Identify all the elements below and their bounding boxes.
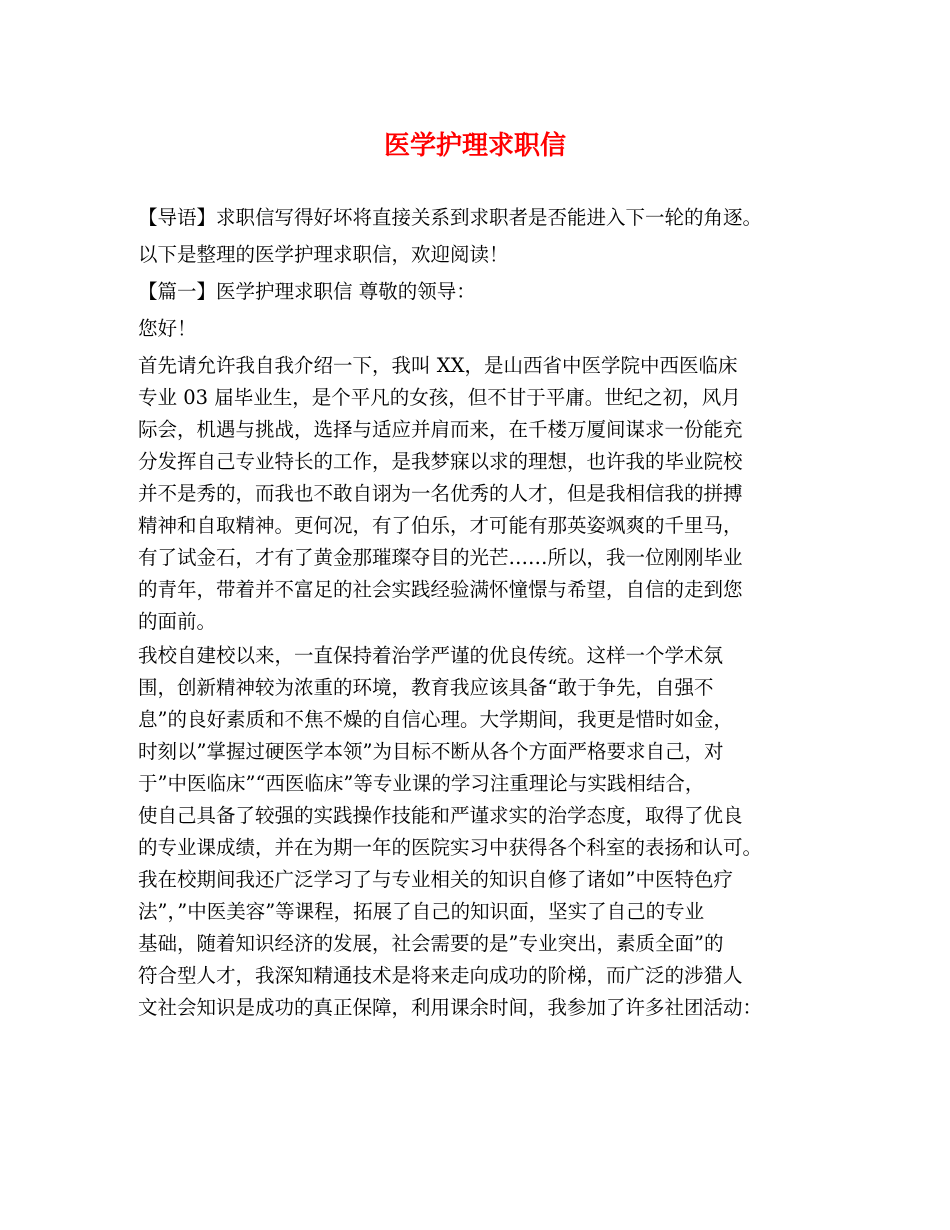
text-line: 基础，随着知识经济的发展，社会需要的是”专业突出，素质全面”的 — [138, 932, 724, 955]
text-line: 息”的良好素质和不焦不燥的自信心理。大学期间，我更是惜时如金， — [138, 708, 733, 731]
text-line: 专业 03 届毕业生，是个平凡的女孩，但不甘于平庸。世纪之初，风月 — [138, 386, 741, 409]
text-line: 使自己具备了较强的实践操作技能和严谨求实的治学态度，取得了优良 — [138, 804, 743, 827]
text-line: 精神和自取精神。更何况，有了伯乐，才可能有那英姿飒爽的千里马， — [138, 514, 743, 537]
text-line: 时刻以”掌握过硬医学本领”为目标不断从各个方面严格要求自己，对 — [138, 740, 724, 763]
text-line: 您好！ — [138, 317, 197, 340]
text-line: 于”中医临床”“西医临床”等专业课的学习注重理论与实践相结合， — [138, 772, 705, 795]
text-line: 【篇一】医学护理求职信 尊敬的领导： — [138, 280, 476, 303]
text-line: 【导语】求职信写得好坏将直接关系到求职者是否能进入下一轮的角逐。 — [138, 206, 763, 229]
text-line: 我在校期间我还广泛学习了与专业相关的知识自修了诸如”中医特色疗 — [138, 868, 733, 891]
text-line: 法”，”中医美容”等课程，拓展了自己的知识面，坚实了自己的专业 — [138, 900, 705, 923]
text-line: 有了试金石，才有了黄金那璀璨夺目的光芒……所以，我一位刚刚毕业 — [138, 546, 743, 569]
text-line: 的青年，带着并不富足的社会实践经验满怀憧憬与希望，自信的走到您 — [138, 578, 743, 601]
text-line: 首先请允许我自我介绍一下，我叫 XX，是山西省中医学院中西医临床 — [138, 354, 738, 377]
text-line: 的专业课成绩，并在为期一年的医院实习中获得各个科室的表扬和认可。 — [138, 836, 763, 859]
document-title: 医学护理求职信 — [383, 131, 566, 161]
text-line: 并不是秀的，而我也不敢自诩为一名优秀的人才，但是我相信我的拼搏 — [138, 482, 743, 505]
text-line: 以下是整理的医学护理求职信，欢迎阅读！ — [138, 243, 509, 266]
text-line: 文社会知识是成功的真正保障，利用课余时间，我参加了许多社团活动： — [138, 996, 763, 1019]
text-line: 分发挥自己专业特长的工作，是我梦寐以求的理想，也许我的毕业院校 — [138, 450, 743, 473]
text-line: 我校自建校以来，一直保持着治学严谨的优良传统。这样一个学术氛 — [138, 644, 724, 667]
text-line: 围，创新精神较为浓重的环境，教育我应该具备“敢于争先，自强不 — [138, 676, 714, 699]
text-line: 符合型人才，我深知精通技术是将来走向成功的阶梯，而广泛的涉猎人 — [138, 964, 743, 987]
text-line: 的面前。 — [138, 610, 217, 633]
text-line: 际会，机遇与挑战，选择与适应并肩而来，在千楼万厦间谋求一份能充 — [138, 418, 743, 441]
